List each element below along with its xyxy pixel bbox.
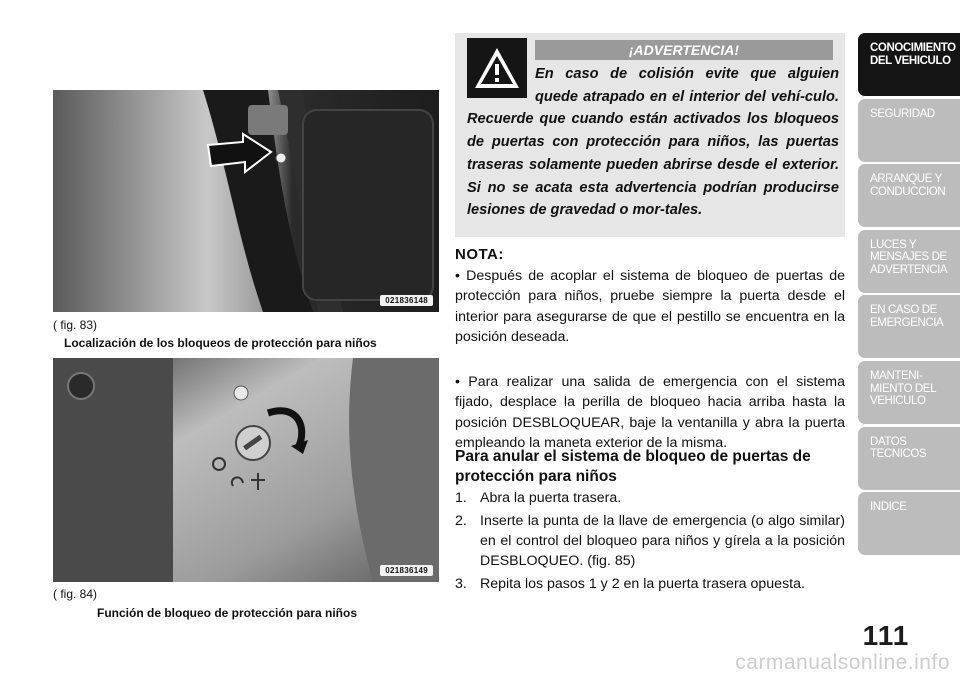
- warning-text: En caso de colisión evite que alguien quede atrapado en el interior del vehí-culo. Recuerde que cuando están activados los bloqueos de puertas con protección para niños, las puertas traseras solamente pueden abrirse desde el exterior. Si no se acata esta advertencia podrían producirse lesiones de gravedad o mor-tales.: [467, 66, 839, 219]
- tab-label-line: CONOCIMIENTO: [870, 42, 956, 54]
- tab-datos-tecnicos[interactable]: [858, 427, 960, 490]
- tab-label-line: ADVERTENCIA: [870, 263, 948, 276]
- step-number: 2.: [455, 513, 467, 529]
- note-paragraph: • Para realizar una salida de emergencia con el sistema fijado, desplace la perilla de bloqueo hacia arriba hasta la posición DESBLOQUEAR, baje la ventanilla y abra la puerta empleando la maneta exterior de la misma.: [455, 374, 845, 452]
- figure-83-photo: [53, 90, 439, 312]
- tab-label-line: DATOS: [870, 435, 907, 448]
- warning-heading: ¡ADVERTENCIA!: [535, 40, 833, 60]
- step-item: [455, 488, 845, 508]
- figure-code: 021836148: [380, 295, 433, 306]
- figure-84-caption: Función de bloqueo de protección para niños: [97, 606, 358, 620]
- tab-label-line: MIENTO DEL: [870, 382, 937, 395]
- tab-label-line: INDICE: [870, 501, 907, 514]
- step-item: [455, 574, 845, 594]
- tab-seguridad[interactable]: [858, 99, 960, 162]
- tab-label-line: EMERGENCIA: [870, 316, 944, 329]
- tab-mantenimiento[interactable]: [858, 361, 960, 424]
- tab-en-caso-de-emergencia[interactable]: [858, 295, 960, 358]
- tab-label-line: MENSAJES DE: [870, 251, 947, 264]
- section-heading: Para anular el sistema de bloqueo de puertas de protección para niños: [455, 448, 811, 485]
- figure-83-caption: Localización de los bloqueos de protección para niños: [64, 336, 377, 350]
- tab-label-line: SEGURIDAD: [870, 107, 935, 120]
- chapter-tabs: [858, 33, 960, 558]
- tab-label-line: DEL VEHICULO: [870, 54, 951, 67]
- steps-list: [455, 488, 845, 597]
- watermark: carmanualsonline.info: [735, 651, 950, 674]
- tab-label-line: LUCES Y: [870, 238, 917, 251]
- tab-indice[interactable]: [858, 492, 960, 555]
- step-number: 3.: [455, 576, 467, 592]
- note-label: NOTA:: [455, 246, 504, 263]
- tab-label-line: MANTENI-: [870, 369, 923, 382]
- warning-box: [455, 33, 845, 237]
- step-item: [455, 511, 845, 571]
- tab-arranque-y-conduccion[interactable]: [858, 164, 960, 227]
- note-paragraph: • Después de acoplar el sistema de bloqueo de puertas de protección para niños, pruebe siempre la puerta desde el interior para asegurarse de que el pestillo se encuentra en la posición deseada.: [455, 268, 845, 346]
- tab-label-line: CONDUCCION: [870, 185, 946, 198]
- step-text: Abra la puerta trasera.: [480, 490, 622, 506]
- figure-code: 021836149: [380, 565, 433, 576]
- tab-label-line: ARRANQUE Y: [870, 173, 942, 186]
- tab-luces-y-mensajes[interactable]: [858, 230, 960, 293]
- tab-conocimiento-del-vehiculo[interactable]: [858, 33, 960, 96]
- figure-83-reference: ( fig. 83): [53, 318, 98, 332]
- tab-label-line: TECNICOS: [870, 448, 927, 461]
- step-number: 1.: [455, 490, 467, 506]
- tab-label-line: EN CASO DE: [870, 304, 937, 317]
- step-text: Inserte la punta de la llave de emergencia (o algo similar) en el control del bloqueo para niños y gírela a la posición DESBLOQUEO. (fig. 85): [480, 513, 845, 569]
- child-lock-photo: [53, 358, 439, 582]
- tab-label-line: VEHICULO: [870, 395, 926, 408]
- door-latch-photo: [53, 90, 439, 312]
- figure-84-photo: [53, 358, 439, 582]
- figure-84-reference: ( fig. 84): [53, 587, 98, 601]
- page-number: 111: [862, 620, 910, 651]
- step-text: Repita los pasos 1 y 2 en la puerta trasera opuesta.: [480, 576, 805, 592]
